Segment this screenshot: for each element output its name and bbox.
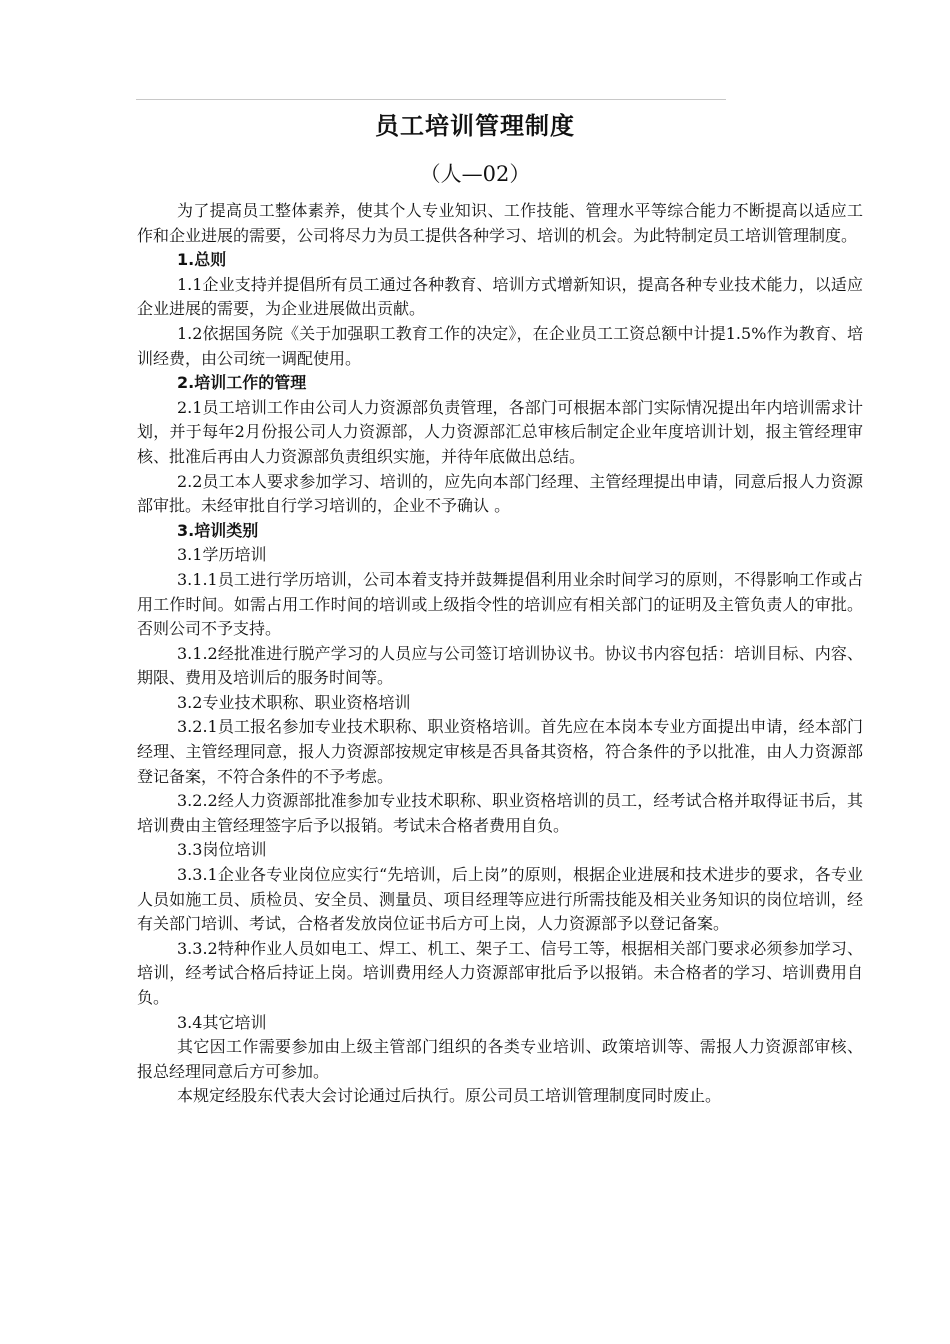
section-heading: 3.培训类别 [177, 520, 259, 540]
subsection-heading: 3.1学历培训 [177, 545, 267, 565]
clause-paragraph: 2.1员工培训工作由公司人力资源部负责管理，各部门可根据本部门实际情况提出年内培训需求计划，并于每年2月份报公司人力资源部，人力资源部汇总审核后制定企业年度培训计划，报主管经理审核、批准后再由人力资源部负责组织实施，并待年底做出总结。 [137, 397, 863, 466]
clause-paragraph: 3.2.2经人力资源部批准参加专业技术职称、职业资格培训的员工，经考试合格并取得证书后，其培训费由主管经理签字后予以报销。考试未合格者费用自负。 [137, 791, 863, 835]
clause-paragraph: 3.2.1员工报名参加专业技术职称、职业资格培训。首先应在本岗本专业方面提出申请，经本部门经理、主管经理同意，报人力资源部按规定审核是否具备其资格，符合条件的予以批准，由人力资源部登记备案，不符合条件的不予考虑。 [137, 717, 863, 786]
clause-paragraph: 2.2员工本人要求参加学习、培训的，应先向本部门经理、主管经理提出申请，同意后报人力资源部审批。未经审批自行学习培训的，企业不予确认 。 [137, 471, 863, 516]
section-heading: 1.总则 [177, 250, 227, 270]
subsection-heading: 3.4其它培训 [177, 1012, 267, 1032]
clause-paragraph: 其它因工作需要参加由上级主管部门组织的各类专业培训、政策培训等、需报人力资源部审核、报总经理同意后方可参加。 [137, 1037, 863, 1081]
subsection-heading: 3.2专业技术职称、职业资格培训 [177, 692, 411, 712]
clause-paragraph: 1.1企业支持并提倡所有员工通过各种教育、培训方式增新知识，提高各种专业技术能力，以适应企业进展的需要，为企业进展做出贡献。 [137, 274, 863, 319]
clause-paragraph: 3.3.2特种作业人员如电工、焊工、机工、架子工、信号工等，根据相关部门要求必须参加学习、培训，经考试合格后持证上岗。培训费用经人力资源部审批后予以报销。未合格者的学习、培训费用自负。 [137, 938, 863, 1007]
document-code: （人—02） [419, 162, 531, 186]
section-heading: 2.培训工作的管理 [177, 373, 307, 393]
document-title: 员工培训管理制度 [375, 112, 575, 140]
clause-paragraph: 3.1.2经批准进行脱产学习的人员应与公司签订培训协议书。协议书内容包括：培训目标、内容、期限、费用及培训后的服务时间等。 [137, 643, 863, 688]
intro-paragraph: 为了提高员工整体素养，使其个人专业知识、工作技能、管理水平等综合能力不断提高以适应工作和企业进展的需要，公司将尽力为员工提供各种学习、培训的机会。为此特制定员工培训管理制度。 [137, 201, 863, 245]
document-body [137, 199, 863, 1109]
subsection-heading: 3.3岗位培训 [177, 840, 267, 860]
clause-paragraph: 3.3.1企业各专业岗位应实行“先培训，后上岗”的原则，根据企业进展和技术进步的要求，各专业人员如施工员、质检员、安全员、测量员、项目经理等应进行所需技能及相关业务知识的岗位培训，经有关部门培训、考试，合格者发放岗位证书后方可上岗，人力资源部予以登记备案。 [137, 865, 863, 934]
clause-paragraph: 1.2依据国务院《关于加强职工教育工作的决定》，在企业员工工资总额中计提1.5%作为教育、培训经费，由公司统一调配使用。 [137, 323, 863, 368]
header-divider [136, 99, 726, 100]
closing-paragraph: 本规定经股东代表大会讨论通过后执行。原公司员工培训管理制度同时废止。 [177, 1086, 722, 1106]
clause-paragraph: 3.1.1员工进行学历培训，公司本着支持并鼓舞提倡利用业余时间学习的原则，不得影响工作或占用工作时间。如需占用工作时间的培训或上级指令性的培训应有相关部门的证明及主管负责人的审批。 否则公司不予支持。 [137, 569, 863, 639]
